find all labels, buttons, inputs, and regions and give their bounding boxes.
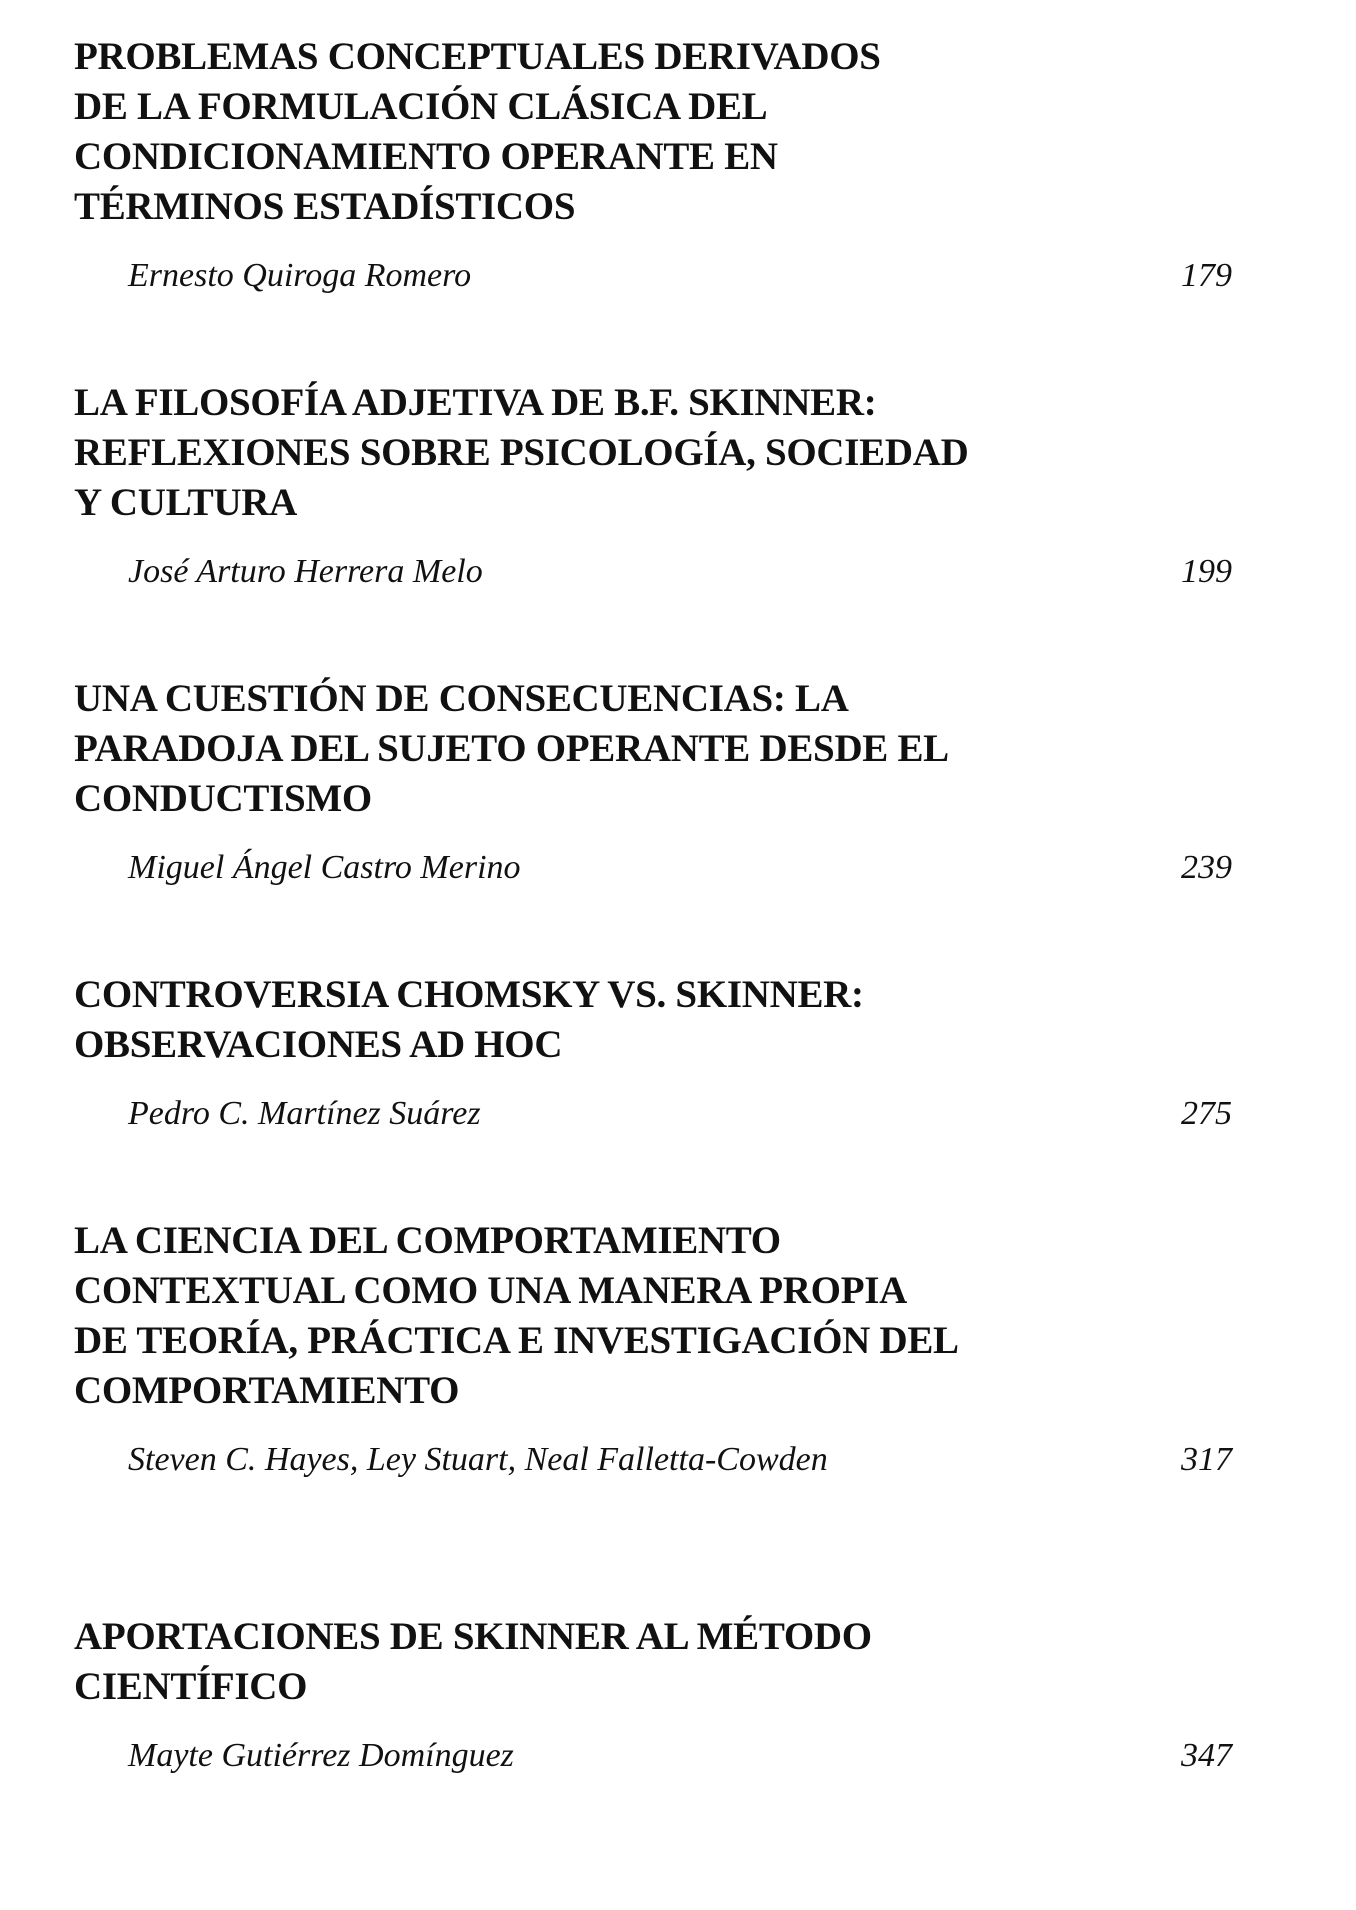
entry-page-number: 317 (1181, 1441, 1232, 1478)
entry-page-number: 275 (1181, 1095, 1232, 1132)
entry-author: Pedro C. Martínez Suárez (128, 1095, 481, 1132)
entry-title (74, 1216, 1054, 1416)
entry-title-line: PROBLEMAS CONCEPTUALES DERIVADOS (74, 35, 881, 78)
entry-title (74, 674, 1054, 824)
entry-title-line: CONTROVERSIA CHOMSKY VS. SKINNER: (74, 973, 864, 1016)
entry-author: Miguel Ángel Castro Merino (128, 849, 521, 886)
entry-title-line: OBSERVACIONES AD HOC (74, 1023, 563, 1066)
entry-title-line: CONTEXTUAL COMO UNA MANERA PROPIA (74, 1269, 907, 1312)
entry-title-line: DE LA FORMULACIÓN CLÁSICA DEL (74, 85, 768, 128)
entry-title (74, 378, 1054, 528)
entry-title-line: PARADOJA DEL SUJETO OPERANTE DESDE EL (74, 727, 949, 770)
entry-author: José Arturo Herrera Melo (128, 553, 483, 590)
entry-title (74, 32, 1054, 232)
entry-title-line: CONDICIONAMIENTO OPERANTE EN (74, 135, 778, 178)
entry-title-line: DE TEORÍA, PRÁCTICA E INVESTIGACIÓN DEL (74, 1319, 959, 1362)
entry-title-line: Y CULTURA (74, 481, 298, 524)
entry-title-line: REFLEXIONES SOBRE PSICOLOGÍA, SOCIEDAD (74, 431, 969, 474)
entry-author: Steven C. Hayes, Ley Stuart, Neal Falletta-Cowden (128, 1441, 828, 1478)
entry-title-line: TÉRMINOS ESTADÍSTICOS (74, 185, 576, 228)
entry-title-line: CONDUCTISMO (74, 777, 372, 820)
entry-title-line: LA CIENCIA DEL COMPORTAMIENTO (74, 1219, 781, 1262)
entry-author: Ernesto Quiroga Romero (128, 257, 472, 294)
entry-title (74, 1612, 1054, 1712)
entry-title (74, 970, 1054, 1070)
entry-title-line: UNA CUESTIÓN DE CONSECUENCIAS: LA (74, 677, 849, 720)
entry-page-number: 239 (1181, 849, 1232, 886)
entry-page-number: 179 (1181, 257, 1232, 294)
entry-title-line: COMPORTAMIENTO (74, 1369, 460, 1412)
entry-title-line: CIENTÍFICO (74, 1665, 308, 1708)
entry-title-line: APORTACIONES DE SKINNER AL MÉTODO (74, 1615, 872, 1658)
entry-title-line: LA FILOSOFÍA ADJETIVA DE B.F. SKINNER: (74, 381, 877, 424)
entry-author: Mayte Gutiérrez Domínguez (128, 1737, 514, 1774)
entry-page-number: 347 (1181, 1737, 1232, 1774)
entry-page-number: 199 (1181, 553, 1232, 590)
